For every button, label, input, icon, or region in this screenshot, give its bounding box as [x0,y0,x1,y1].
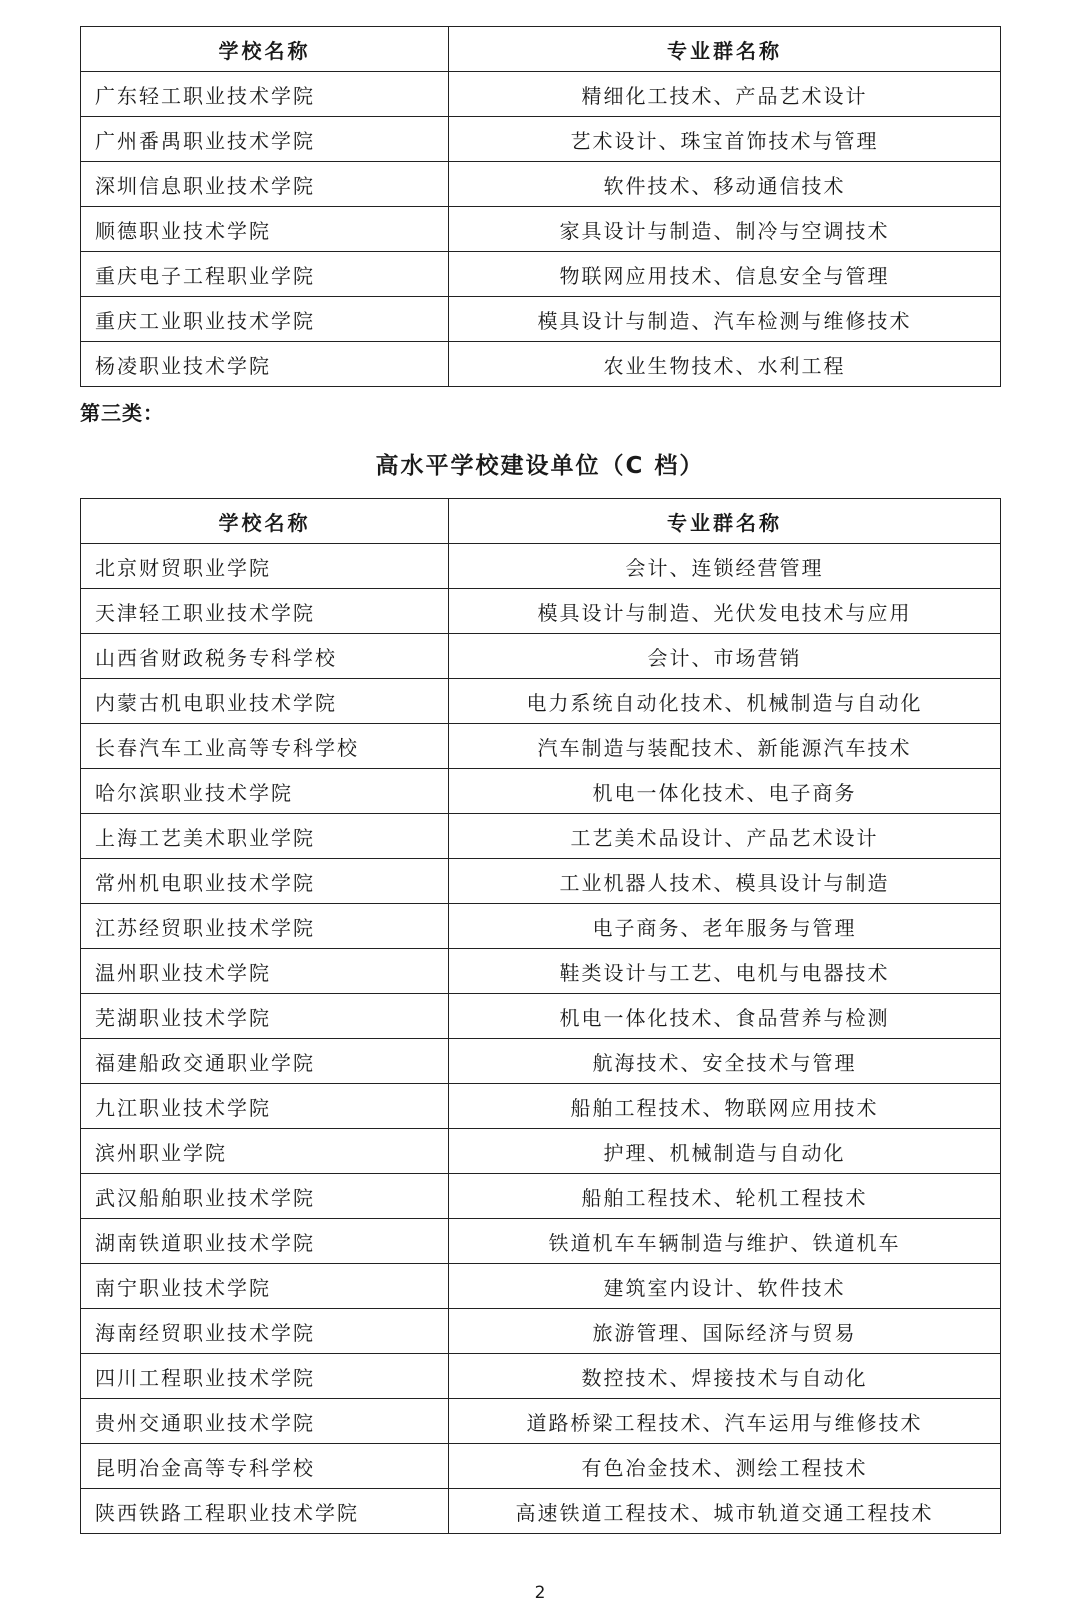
major-group-cell: 电力系统自动化技术、机械制造与自动化 [449,679,1001,724]
major-group-cell: 工业机器人技术、模具设计与制造 [449,859,1001,904]
school-name-cell: 重庆工业职业技术学院 [81,297,449,342]
major-group-cell: 航海技术、安全技术与管理 [449,1039,1001,1084]
school-name-cell: 四川工程职业技术学院 [81,1354,449,1399]
school-name-cell: 南宁职业技术学院 [81,1264,449,1309]
major-group-cell: 艺术设计、珠宝首饰技术与管理 [449,117,1001,162]
major-group-cell: 数控技术、焊接技术与自动化 [449,1354,1001,1399]
major-group-cell: 电子商务、老年服务与管理 [449,904,1001,949]
major-group-cell: 建筑室内设计、软件技术 [449,1264,1001,1309]
table-header-row [81,499,1001,544]
school-name-cell: 深圳信息职业技术学院 [81,162,449,207]
table-row [81,72,1001,117]
section-label: 第三类： [80,401,164,425]
header-school-name: 学校名称 [81,27,449,72]
major-group-cell: 船舶工程技术、轮机工程技术 [449,1174,1001,1219]
table-title: 高水平学校建设单位（C 档） [375,453,705,479]
table-row [81,634,1001,679]
major-group-cell: 高速铁道工程技术、城市轨道交通工程技术 [449,1489,1001,1534]
page-number: 2 [534,1583,546,1603]
school-name-cell: 内蒙古机电职业技术学院 [81,679,449,724]
major-group-cell: 软件技术、移动通信技术 [449,162,1001,207]
major-group-cell: 机电一体化技术、食品营养与检测 [449,994,1001,1039]
school-name-cell: 常州机电职业技术学院 [81,859,449,904]
table-row [81,1219,1001,1264]
table-row [81,1309,1001,1354]
major-group-cell: 船舶工程技术、物联网应用技术 [449,1084,1001,1129]
major-group-cell: 家具设计与制造、制冷与空调技术 [449,207,1001,252]
major-group-cell: 铁道机车车辆制造与维护、铁道机车 [449,1219,1001,1264]
major-group-cell: 模具设计与制造、汽车检测与维修技术 [449,297,1001,342]
table-row [81,544,1001,589]
school-table-c [80,498,1001,1534]
table-row [81,1084,1001,1129]
table-row [81,814,1001,859]
school-name-cell: 海南经贸职业技术学院 [81,1309,449,1354]
school-name-cell: 芜湖职业技术学院 [81,994,449,1039]
school-name-cell: 湖南铁道职业技术学院 [81,1219,449,1264]
table-row [81,1444,1001,1489]
header-school-name: 学校名称 [81,499,449,544]
school-name-cell: 北京财贸职业学院 [81,544,449,589]
header-major-group: 专业群名称 [449,499,1001,544]
table-body [81,544,1001,1534]
table-row [81,117,1001,162]
table-row [81,769,1001,814]
major-group-cell: 旅游管理、国际经济与贸易 [449,1309,1001,1354]
table-row [81,994,1001,1039]
school-name-cell: 昆明冶金高等专科学校 [81,1444,449,1489]
school-name-cell: 武汉船舶职业技术学院 [81,1174,449,1219]
table-row [81,162,1001,207]
major-group-cell: 汽车制造与装配技术、新能源汽车技术 [449,724,1001,769]
school-name-cell: 广东轻工职业技术学院 [81,72,449,117]
table-row [81,207,1001,252]
school-name-cell: 九江职业技术学院 [81,1084,449,1129]
major-group-cell: 会计、连锁经营管理 [449,544,1001,589]
table-body [81,72,1001,387]
table-row [81,1174,1001,1219]
major-group-cell: 道路桥梁工程技术、汽车运用与维修技术 [449,1399,1001,1444]
school-name-cell: 广州番禺职业技术学院 [81,117,449,162]
table-row [81,1264,1001,1309]
table-row [81,297,1001,342]
table-row [81,1399,1001,1444]
major-group-cell: 农业生物技术、水利工程 [449,342,1001,387]
table-row [81,252,1001,297]
table-row [81,859,1001,904]
major-group-cell: 机电一体化技术、电子商务 [449,769,1001,814]
school-name-cell: 哈尔滨职业技术学院 [81,769,449,814]
major-group-cell: 有色冶金技术、测绘工程技术 [449,1444,1001,1489]
school-name-cell: 山西省财政税务专科学校 [81,634,449,679]
table-row [81,724,1001,769]
major-group-cell: 精细化工技术、产品艺术设计 [449,72,1001,117]
major-group-cell: 会计、市场营销 [449,634,1001,679]
major-group-cell: 工艺美术品设计、产品艺术设计 [449,814,1001,859]
major-group-cell: 护理、机械制造与自动化 [449,1129,1001,1174]
major-group-cell: 鞋类设计与工艺、电机与电器技术 [449,949,1001,994]
school-name-cell: 福建船政交通职业学院 [81,1039,449,1084]
major-group-cell: 物联网应用技术、信息安全与管理 [449,252,1001,297]
table-row [81,589,1001,634]
table-row [81,1129,1001,1174]
school-name-cell: 顺德职业技术学院 [81,207,449,252]
table-row [81,1489,1001,1534]
table-header-row [81,27,1001,72]
school-name-cell: 杨凌职业技术学院 [81,342,449,387]
school-name-cell: 长春汽车工业高等专科学校 [81,724,449,769]
header-major-group: 专业群名称 [449,27,1001,72]
major-group-cell: 模具设计与制造、光伏发电技术与应用 [449,589,1001,634]
table-row [81,949,1001,994]
table-row [81,342,1001,387]
school-name-cell: 温州职业技术学院 [81,949,449,994]
table-row [81,679,1001,724]
school-name-cell: 贵州交通职业技术学院 [81,1399,449,1444]
school-name-cell: 天津轻工职业技术学院 [81,589,449,634]
school-name-cell: 江苏经贸职业技术学院 [81,904,449,949]
school-name-cell: 上海工艺美术职业学院 [81,814,449,859]
table-row [81,904,1001,949]
table-row [81,1039,1001,1084]
school-name-cell: 滨州职业学院 [81,1129,449,1174]
table-row [81,1354,1001,1399]
school-name-cell: 重庆电子工程职业学院 [81,252,449,297]
school-table-continued [80,26,1001,387]
school-name-cell: 陕西铁路工程职业技术学院 [81,1489,449,1534]
